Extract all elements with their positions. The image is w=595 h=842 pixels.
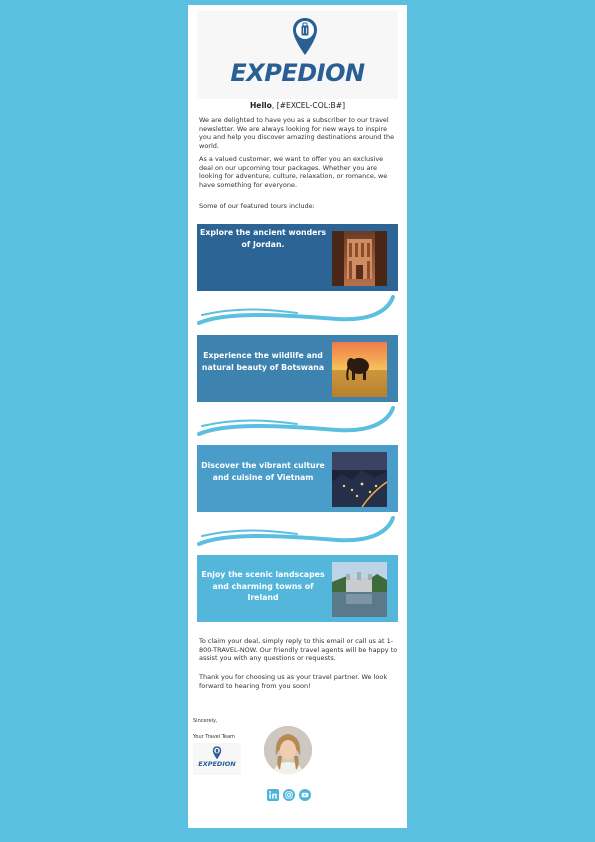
signature-team: Your Travel Team — [193, 734, 235, 740]
closing-paragraph-1: To claim your deal, simply reply to this email or call us at 1-800-TRAVEL-NOW. Our friendly travel agents will be happy to assist you with any questions or requests. — [199, 637, 398, 663]
city-night-image — [332, 452, 387, 507]
elephant-sunset-image — [332, 342, 387, 397]
tour-banner-botswana[interactable] — [197, 335, 398, 402]
decorative-wave-2 — [197, 404, 398, 436]
closing-paragraph-2: Thank you for choosing us as your travel partner. We look forward to hearing from you soon! — [199, 673, 388, 690]
header-logo-block — [197, 11, 398, 99]
tour-text-vietnam: Discover the vibrant culture and cuisine of Vietnam — [201, 461, 325, 482]
tour-text-botswana: Experience the wildlife and natural beauty of Botswana — [201, 351, 325, 372]
mini-pin-icon — [212, 746, 222, 760]
decorative-wave-1 — [197, 293, 398, 325]
avatar — [264, 726, 312, 774]
intro-paragraph-3: Some of our featured tours include: — [199, 202, 315, 210]
greeting-line — [188, 101, 407, 110]
greeting-placeholder: , [#EXCEL-COL:B#] — [271, 101, 346, 110]
tour-banner-ireland[interactable] — [197, 555, 398, 622]
intro-paragraph-2: As a valued customer, we want to offer you an exclusive deal on our upcoming tour packages. Whether you are looking for adventure, culture, relaxation, or romance, we have something for everyone. — [199, 155, 388, 189]
tour-banner-jordan[interactable] — [197, 224, 398, 291]
signature-sincerely: Sincerely, — [193, 718, 218, 724]
greeting-hello: Hello — [249, 101, 272, 110]
intro-paragraph-1: We are delighted to have you as a subscriber to our travel newsletter. We are always looking for new ways to inspire you and help you discover amazing destinations around the world. — [199, 116, 395, 150]
youtube-icon[interactable] — [299, 789, 311, 801]
decorative-wave-3 — [197, 514, 398, 546]
linkedin-icon[interactable] — [267, 789, 279, 801]
tour-text-jordan: Explore the ancient wonders of Jordan. — [200, 228, 326, 249]
mini-logo-text: EXPEDION — [198, 760, 236, 768]
castle-lake-image — [332, 562, 387, 617]
tour-text-ireland: Enjoy the scenic landscapes and charming towns of Ireland — [201, 570, 325, 602]
brand-logo-text: EXPEDION — [230, 59, 365, 87]
signature-logo — [193, 743, 241, 775]
tour-banner-vietnam[interactable] — [197, 445, 398, 512]
instagram-icon[interactable] — [283, 789, 295, 801]
luggage-pin-icon — [292, 17, 318, 57]
email-card — [188, 5, 407, 828]
petra-treasury-image — [332, 231, 387, 286]
avatar-photo — [264, 726, 312, 774]
